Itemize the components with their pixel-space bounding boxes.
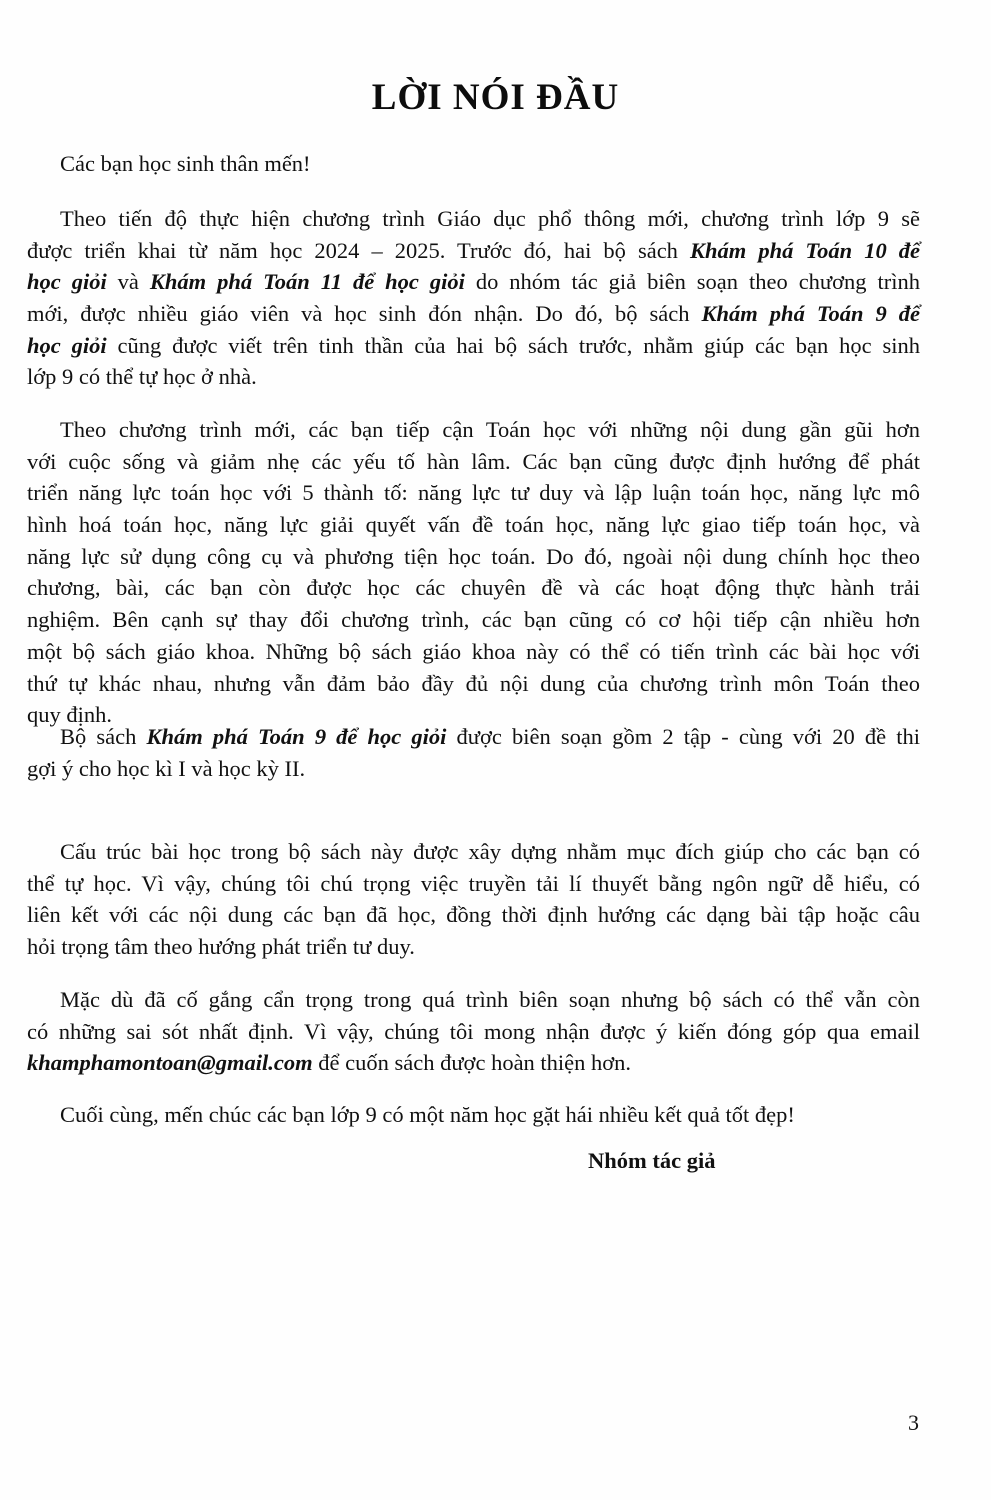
text-run: Bộ sách — [60, 724, 147, 749]
text-run: thứ tự khác nhau, nhưng vẫn đảm bảo đầy đủ nội dung của chương trình môn Toán theo — [27, 670, 920, 696]
text-line — [27, 509, 920, 541]
text-run: Theo chương trình mới, các bạn tiếp cận Toán học với những nội dung gần gũi hơn — [60, 417, 920, 442]
emphasized-text: học giỏi — [27, 269, 107, 295]
paragraph — [27, 984, 920, 1079]
text-run: liên kết với các nội dung các bạn đã học, đồng thời định hướng các dạng bài tập hoặc câu — [27, 902, 920, 928]
emphasized-text: khamphamontoan@gmail.com — [27, 1050, 313, 1076]
text-run: Mặc dù đã cố gắng cẩn trọng trong quá trình biên soạn nhưng bộ sách có thể vẫn còn — [60, 987, 920, 1012]
text-line — [27, 414, 920, 446]
text-run: hình hoá toán học, năng lực giải quyết vấn đề toán học, năng lực giao tiếp toán học, và — [27, 512, 920, 538]
paragraph — [27, 414, 920, 731]
emphasized-text: Khám phá Toán 10 để — [690, 237, 921, 263]
text-run: quy định. — [27, 702, 113, 728]
page-title: LỜI NÓI ĐẦU — [371, 77, 620, 118]
text-run: một bộ sách giáo khoa. Những bộ sách giáo khoa này có thể có tiến trình các bài học với — [27, 638, 920, 664]
text-line — [27, 1099, 920, 1131]
paragraph — [27, 203, 920, 393]
text-run: nghiệm. Bên cạnh sự thay đổi chương trình, các bạn cũng có cơ hội tiếp cận nhiều hơn — [27, 607, 920, 633]
text-run: gợi ý cho học kì I và học kỳ II. — [27, 755, 306, 781]
text-line — [27, 266, 920, 298]
signature: Nhóm tác giả — [588, 1148, 716, 1173]
paragraph — [27, 721, 920, 784]
text-line — [27, 604, 920, 636]
text-run: mới, được nhiều giáo viên và học sinh đón nhận. Do đó, bộ sách — [27, 301, 702, 327]
text-run: Cuối cùng, mến chúc các bạn lớp 9 có một năm học gặt hái nhiều kết quả tốt đẹp! — [60, 1102, 795, 1127]
page-number: 3 — [908, 1410, 919, 1435]
text-line — [27, 361, 920, 393]
text-run: lớp 9 có thể tự học ở nhà. — [27, 364, 257, 390]
text-run: năng lực sử dụng công cụ và phương tiện học toán. Do đó, ngoài nội dung chính học theo — [27, 543, 920, 569]
text-line — [27, 235, 920, 267]
text-run: Theo tiến độ thực hiện chương trình Giáo dục phổ thông mới, chương trình lớp 9 sẽ — [60, 206, 920, 231]
text-line — [27, 753, 920, 785]
text-run: do nhóm tác giả biên soạn theo chương trình — [464, 269, 920, 295]
emphasized-text: học giỏi — [27, 332, 107, 358]
text-line — [27, 1016, 920, 1048]
text-line — [27, 541, 920, 573]
text-run: với cuộc sống và giảm nhẹ các yếu tố hàn lâm. Các bạn cũng được định hướng để phát — [27, 448, 920, 474]
emphasized-text: Khám phá Toán 11 để học giỏi — [149, 269, 465, 295]
paragraph — [27, 836, 920, 963]
emphasized-text: Khám phá Toán 9 để — [701, 301, 920, 327]
text-run: triển năng lực toán học với 5 thành tố: năng lực tư duy và lập luận toán học, năng lực mô — [27, 480, 920, 506]
text-run: và — [106, 269, 150, 295]
text-line — [27, 668, 920, 700]
text-line — [27, 1047, 920, 1079]
text-line — [27, 984, 920, 1016]
text-line — [27, 477, 920, 509]
text-line — [27, 636, 920, 668]
text-run: được triển khai từ năm học 2024 – 2025. Trước đó, hai bộ sách — [27, 237, 691, 263]
text-line — [27, 446, 920, 478]
text-run: cũng được viết trên tinh thần của hai bộ sách trước, nhằm giúp các bạn học sinh — [106, 332, 920, 358]
text-run: được biên soạn gồm 2 tập - cùng với 20 đề thi — [446, 724, 921, 749]
text-line — [27, 836, 920, 868]
text-line — [27, 721, 920, 753]
text-run: có những sai sót nhất định. Vì vậy, chúng tôi mong nhận được ý kiến đóng góp qua email — [27, 1018, 920, 1044]
paragraph — [27, 1099, 920, 1131]
text-line — [27, 203, 920, 235]
text-line — [27, 931, 920, 963]
text-line — [27, 572, 920, 604]
text-run: thể tự học. Vì vậy, chúng tôi chú trọng việc truyền tải lí thuyết bằng ngôn ngữ dễ hiểu, có — [27, 870, 920, 896]
text-run: để cuốn sách được hoàn thiện hơn. — [312, 1050, 632, 1076]
text-line — [27, 298, 920, 330]
text-run: Cấu trúc bài học trong bộ sách này được xây dựng nhằm mục đích giúp cho các bạn có — [60, 839, 920, 864]
text-run: hỏi trọng tâm theo hướng phát triển tư duy. — [27, 934, 415, 960]
text-run: chương, bài, các bạn còn được học các chuyên đề và các hoạt động thực hành trải — [27, 575, 920, 601]
text-line — [27, 899, 920, 931]
text-line — [27, 330, 920, 362]
text-line — [27, 868, 920, 900]
emphasized-text: Khám phá Toán 9 để học giỏi — [146, 724, 447, 749]
greeting: Các bạn học sinh thân mến! — [60, 151, 311, 176]
